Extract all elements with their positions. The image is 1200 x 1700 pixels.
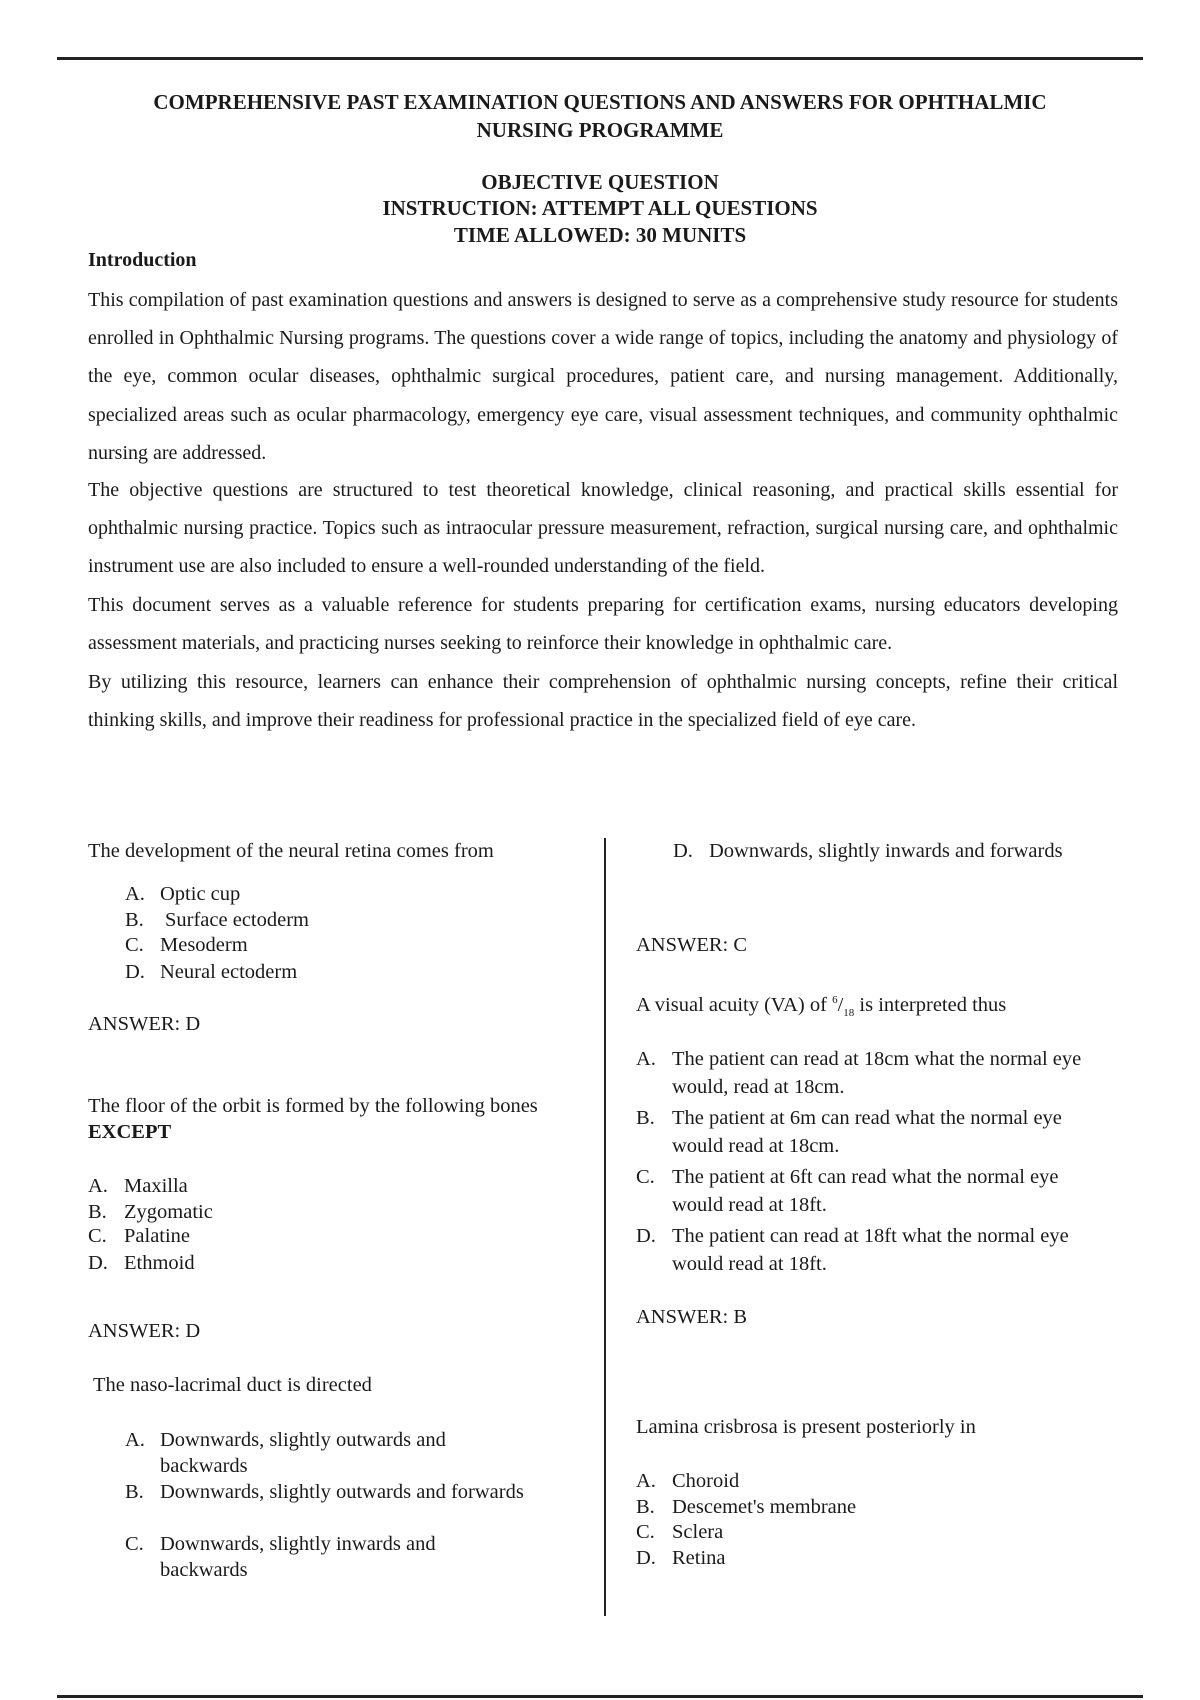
objective-heading: OBJECTIVE QUESTION [481, 170, 719, 194]
option-letter: A. [88, 1175, 108, 1197]
option-text: Ethmoid [124, 1252, 195, 1274]
option-letter: B. [125, 909, 144, 931]
option-letter: C. [125, 1533, 144, 1555]
question-text [88, 1093, 558, 1145]
instruction-heading: INSTRUCTION: ATTEMPT ALL QUESTIONS [382, 196, 818, 220]
option-letter: B. [125, 1481, 144, 1503]
option-text: Mesoderm [160, 934, 248, 956]
option-text: Choroid [672, 1470, 740, 1492]
column-divider [604, 838, 606, 1616]
answer-label: ANSWER: B [636, 1306, 748, 1328]
question-emphasis: EXCEPT [88, 1121, 172, 1143]
intro-paragraph: This compilation of past examination questions and answers is designed to serve as a comprehensive study resource for students enrolled in Ophthalmic Nursing programs. The questions cover a wide range of topics, including the anatomy and physiology of the eye, common ocular diseases, ophthalmic surgical procedures, patient care, and nursing management. Additionally, specialized areas such as ocular pharmacology, emergency eye care, visual assessment techniques, and community ophthalmic nursing are addressed. [88, 289, 1118, 464]
va-denominator: 18 [843, 1006, 855, 1019]
option-letter: C. [88, 1225, 107, 1247]
va-numerator: 6 [832, 994, 838, 1006]
intro-paragraph: This document serves as a valuable reference for students preparing for certification exams, nursing educators developing assessment materials, and practicing nurses seeking to reinforce their knowledge in ophthalmic care. [88, 594, 1118, 655]
option-letter: B. [636, 1496, 655, 1518]
option-text: Downwards, slightly outwards and backwards [160, 1429, 446, 1477]
answer-label: ANSWER: C [636, 934, 748, 956]
option-letter: D. [125, 961, 145, 983]
option-letter: D. [673, 840, 693, 862]
option-letter: A. [636, 1048, 656, 1070]
question-text: Lamina crisbrosa is present posteriorly in [636, 1416, 976, 1438]
option-text: Neural ectoderm [160, 961, 298, 983]
option-text: Optic cup [160, 883, 241, 905]
option-text: The patient can read at 18ft what the normal eye would read at 18ft. [672, 1225, 1069, 1275]
question-text-main: The floor of the orbit is formed by the following bones [88, 1095, 538, 1117]
option-letter: D. [636, 1225, 656, 1247]
option-text: Surface ectoderm [165, 909, 309, 931]
option-text: Downwards, slightly outwards and forwards [160, 1481, 524, 1503]
option-text: The patient can read at 18cm what the normal eye would, read at 18cm. [672, 1048, 1082, 1098]
option-letter: B. [636, 1107, 655, 1129]
option-text: Zygomatic [124, 1201, 213, 1223]
option-text: Sclera [672, 1521, 724, 1543]
time-allowed: TIME ALLOWED: 30 MUNITS [453, 223, 747, 247]
option-letter: D. [88, 1252, 108, 1274]
introduction-heading: Introduction [88, 249, 197, 271]
answer-label: ANSWER: D [88, 1013, 201, 1035]
option-text: Downwards, slightly inwards and backwards [160, 1533, 436, 1581]
option-text: Palatine [124, 1225, 191, 1247]
option-letter: A. [636, 1470, 656, 1492]
option-text: Descemet's membrane [672, 1496, 857, 1518]
option-letter: A. [125, 1429, 145, 1451]
option-text: The patient at 6ft can read what the normal eye would read at 18ft. [672, 1166, 1059, 1216]
intro-paragraph: The objective questions are structured to test theoretical knowledge, clinical reasoning, and practical skills essential for ophthalmic nursing practice. Topics such as intraocular pressure measurement, refraction, surgical nursing care, and ophthalmic instrument use are also included to ensure a well-rounded understanding of the field. [88, 479, 1118, 578]
question-text: A visual acuity (VA) of $^6/_{18}$ is interpreted thus [636, 993, 1007, 1019]
option-letter: C. [125, 934, 144, 956]
question-text-main: A visual acuity (VA) of [636, 993, 827, 1016]
bottom-rule [57, 1695, 1143, 1698]
option-letter: B. [88, 1201, 107, 1223]
question-text: The naso-lacrimal duct is directed [93, 1374, 372, 1396]
document-title-line2: NURSING PROGRAMME [476, 118, 724, 142]
answer-label: ANSWER: D [88, 1320, 201, 1342]
option-text: Retina [672, 1547, 726, 1569]
option-text: Maxilla [124, 1175, 188, 1197]
option-letter: C. [636, 1521, 655, 1543]
option-text: Downwards, slightly inwards and forwards [709, 840, 1063, 862]
option-letter: D. [636, 1547, 656, 1569]
question-text-end: is interpreted thus [859, 993, 1007, 1016]
option-letter: C. [636, 1166, 655, 1188]
question-text: The development of the neural retina comes from [88, 840, 494, 862]
option-text: The patient at 6m can read what the normal eye would read at 18cm. [672, 1107, 1062, 1157]
document-title: COMPREHENSIVE PAST EXAMINATION QUESTIONS AND ANSWERS FOR OPHTHALMIC [153, 90, 1047, 114]
top-rule [57, 57, 1143, 60]
option-letter: A. [125, 883, 145, 905]
intro-paragraph: By utilizing this resource, learners can enhance their comprehension of ophthalmic nursing concepts, refine their critical thinking skills, and improve their readiness for professional practice in the specialized field of eye care. [88, 671, 1118, 732]
